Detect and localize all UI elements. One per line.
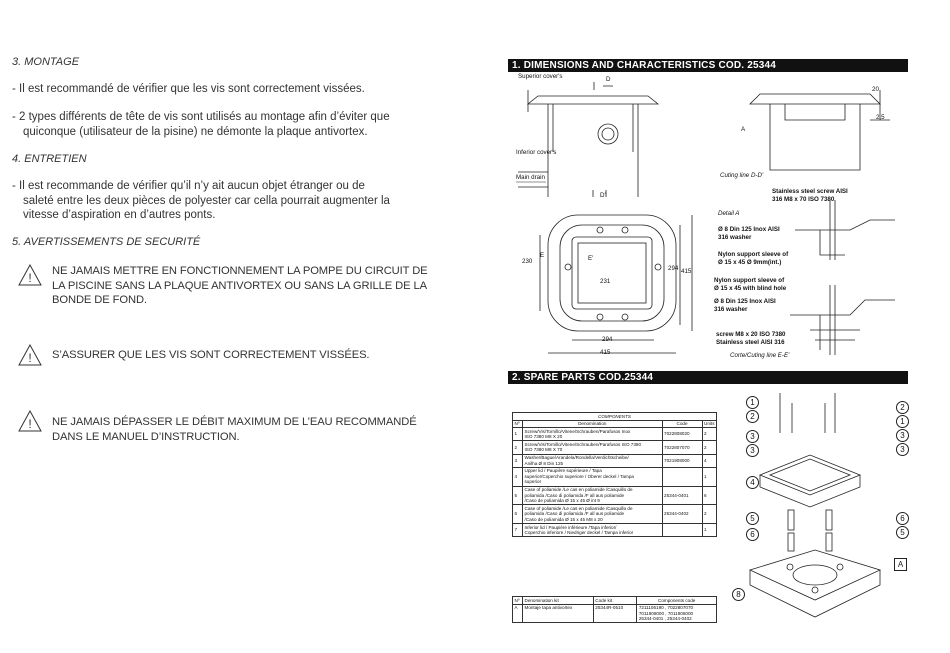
french-text-column: 3. MONTAGE - Il est recommandé de vérifier que les vis sont correctement vissées. - 2 types différents de tête de vis sont utilisés au montage afin d’éviter que quiconque (utilisateur de la pisine) ne démonte la plaque antivortex. 4. ENTRETIEN - Il est recommande de vérifier qu’il n’y ait aucun objet étranger ou de saleté entre les deux pièces de polyester car cella pourrait augmenter la vitesse d’aspiration en d’autres ponts. 5. AVERTISSEMENTS DE SECURITÉ ! NE JAMAIS METTRE EN FONCTIONNEMENT LA POMPE DU CIRCUIT DE LA PISCINE SANS LA PLAQUE ANTIVORTEX OU SANS LA GRILLE DE LA BONDE DE FOND. ! S’ASSURER QUE LES VIS SONT CORRECTEMENT VISSÉES. ! NE JAMAIS DÉPASSER LE DÉBIT MAXIMUM DE L’EAU RECOMMANDÉ DANS LE MANUEL D’INSTRUCTION. [12, 56, 428, 443]
dim-231: 231 [600, 278, 611, 285]
callout-1-left: 1 [746, 396, 759, 409]
entretien-heading: 4. ENTRETIEN [12, 153, 87, 165]
callout-5-right: 5 [896, 526, 909, 539]
nylon1-label-1: Nylon support sleeve of [718, 251, 789, 258]
main-drain-label: Main drain [516, 174, 545, 181]
table-row: A Montaje tapa antivortex 25344R-0510 7211106190 , 7022807070 7011908000 , 7011906000 25344-0401 , 25344-0402 [513, 604, 717, 623]
screw-bottom-label-1: screw M8 x 20 ISO 7380 [716, 331, 786, 338]
cut-line-dd: Cuting line D-D' [720, 172, 764, 179]
dim-294-horizontal: 294 [602, 336, 613, 343]
e-prime-mark: E' [588, 255, 594, 262]
callout-6-right: 6 [896, 512, 909, 525]
dim-20: 20 [872, 86, 879, 93]
callout-3-left-b: 3 [746, 444, 759, 457]
warning-triangle-icon [18, 264, 42, 286]
d-mark-top: D [606, 76, 611, 83]
e-mark: E [540, 252, 545, 259]
callout-2-left: 2 [746, 410, 759, 423]
section-dimensions-header: 1. DIMENSIONS AND CHARACTERISTICS COD. 25344 [508, 59, 908, 72]
table-row: 1 Screw/Vis/Tornillo/Vitene/Schrauben/Parafusos Inox ISO 7380 M8 X 20 7022808020 2 [513, 428, 717, 441]
cut-line-ee: Corte/Cuting line E-E' [730, 352, 790, 359]
side-section-drawing [508, 72, 708, 202]
detail-a-label: Detail A [718, 210, 740, 217]
svg-text:!: ! [28, 271, 32, 285]
table-row: 2 Screw/Vis/Tornillo/Vitene/Schrauben/Parafusos ISO 7380 ISO 7380 M8 X 70 7022807070 2 [513, 441, 717, 454]
dim-230: 230 [522, 258, 533, 265]
section-spare-parts-header: 2. SPARE PARTS COD.25344 [508, 371, 908, 384]
warning-triangle-icon [18, 410, 42, 432]
warning-triangle-icon [18, 344, 42, 366]
dim-415-vertical: 415 [681, 268, 692, 275]
montage-paragraph-2: - 2 types différents de tête de vis sont utilisés au montage afin d’éviter que quiconque (utilisateur de la pisine) ne démonte la plaque antivortex. [12, 111, 390, 138]
washer1-label-2: 316 washer [718, 234, 752, 241]
svg-text:!: ! [28, 351, 32, 365]
callout-3-right-b: 3 [896, 443, 909, 456]
callout-3-left-a: 3 [746, 430, 759, 443]
securite-heading: 5. AVERTISSEMENTS DE SECURITÉ [12, 236, 201, 248]
washer2-label-1: Ø 8 Din 125 Inox AISI [714, 298, 776, 305]
table-row: 5 Case of poliamide /Le cas en poliamide /Casquillo de poliamida /Caso di poliamida /F all aus poliamide /Caso de poliamida Ø 15 x 45 Ø int 9 25344-0401 6 [513, 486, 717, 505]
callout-2-right: 2 [896, 401, 909, 414]
callout-1-right: 1 [896, 415, 909, 428]
callout-4: 4 [746, 476, 759, 489]
dim-415-horizontal: 415 [600, 349, 611, 356]
kit-table: Nº Denomination kit Code kit Components code A Montaje tapa antivortex 25344R-0510 7211106190 , 7022807070 7011908000 , 7011906000 25344-0401 , 25344-0402 [512, 596, 717, 623]
exploded-view-drawing [740, 385, 900, 645]
montage-heading: 3. MONTAGE [12, 56, 80, 68]
inferior-cover-label: Inferior cover's [516, 149, 557, 156]
section-dd-drawing [740, 80, 900, 180]
table-row: 3 Washer/Bague/Arandela/Rondella/Verdichtscheibe/ Anilha Ø 8 Din 125 7021908000 4 [513, 454, 717, 467]
washer2-label-2: 316 washer [714, 306, 748, 313]
dim-294-vertical: 294 [668, 265, 679, 272]
callout-6-left: 6 [746, 528, 759, 541]
callout-a-box: A [894, 558, 907, 571]
detail-a-drawing [790, 200, 900, 360]
screw-top-label-2: 316 M8 x 70 ISO 7380 [772, 196, 835, 203]
nylon2-label-1: Nylon support sleeve of [714, 277, 785, 284]
montage-paragraph-1: - Il est recommandé de vérifier que les vis sont correctement vissées. [12, 83, 365, 95]
callout-3-right-a: 3 [896, 429, 909, 442]
callout-8: 8 [732, 588, 745, 601]
a-mark: A [741, 126, 746, 133]
dim-2-5: 2,5 [876, 114, 885, 121]
screw-top-label-1: Stainless steel screw AISI [772, 188, 848, 195]
washer1-label-1: Ø 8 Din 125 Inox AISI [718, 226, 780, 233]
table-row: 7 Inferior lid / Paupière inférieure /Tapa inferior/ Coperchio inferiore / Niedriger deckel / Tampa inferior 1 [513, 524, 717, 537]
entretien-paragraph: - Il est recommande de vérifier qu’il n’y ait aucun objet étranger ou de saleté entre les deux pièces de polyester car cella pourrait augmenter la vitesse d’aspiration en d’autres ponts. [12, 180, 390, 221]
svg-text:!: ! [28, 417, 32, 431]
callout-5-left: 5 [746, 512, 759, 525]
nylon1-label-2: Ø 15 x 45 Ø 9mm(int.) [718, 259, 782, 266]
superior-cover-label: Superior cover's [518, 73, 563, 80]
table-row: 4 Upper lid / Paupière supérieure / Tapa superior/Coperchio superiore / Oberer deckel / Tampa superior 1 [513, 467, 717, 486]
nylon2-label-2: Ø 15 x 45 with blind hole [714, 285, 787, 292]
d-mark-bottom: D' [600, 192, 606, 199]
table-row: 6 Case of poliamide /Le cas en poliamide /Casquillo de poliamida /Caso di poliamida /F all aus poliamide /Caso de poliamida Ø 15 x 45 M8 x 20 25344-0402 2 [513, 505, 717, 524]
components-table: COMPONENTS Nº Denomination Code Units 1 Screw/Vis/Tornillo/Vitene/Schrauben/Parafusos Inox ISO 7380 M8 X 20 7022808020 2 2 Screw/Vis/Tornillo/Vitene/Schrauben/Parafusos ISO 7380 ISO 7380 M8 X 70 7022807070 2 3 Washer/Bague/Arandela/Rondella/Verdichtscheibe/ Anilha Ø 8 Din 125 7021908000 4 4 Upper lid / Paupière supérieure / Tapa superior/Coperchio superiore / Oberer deckel / Tampa superior 1 5 Case of poliamide /Le cas en poliamide /Casquillo de poliamida /Caso di poliamida /F all aus poliamide /Caso de poliamida Ø 15 x 45 Ø int 9 25344-0401 6 6 Case of poliamide /Le cas en poliamide /Casquillo de poliamida /Caso di poliamida /F all aus poliamide /Caso de poliamida Ø 15 x 45 M8 x 20 25344-0402 2 7 Inferior lid / Paupière inférieure /Tapa inferior/ Coperchio inferiore / Niedriger deckel / Tampa inferior 1 [514, 413, 715, 536]
screw-bottom-label-2: Stainless steel AISI 316 [716, 339, 785, 346]
